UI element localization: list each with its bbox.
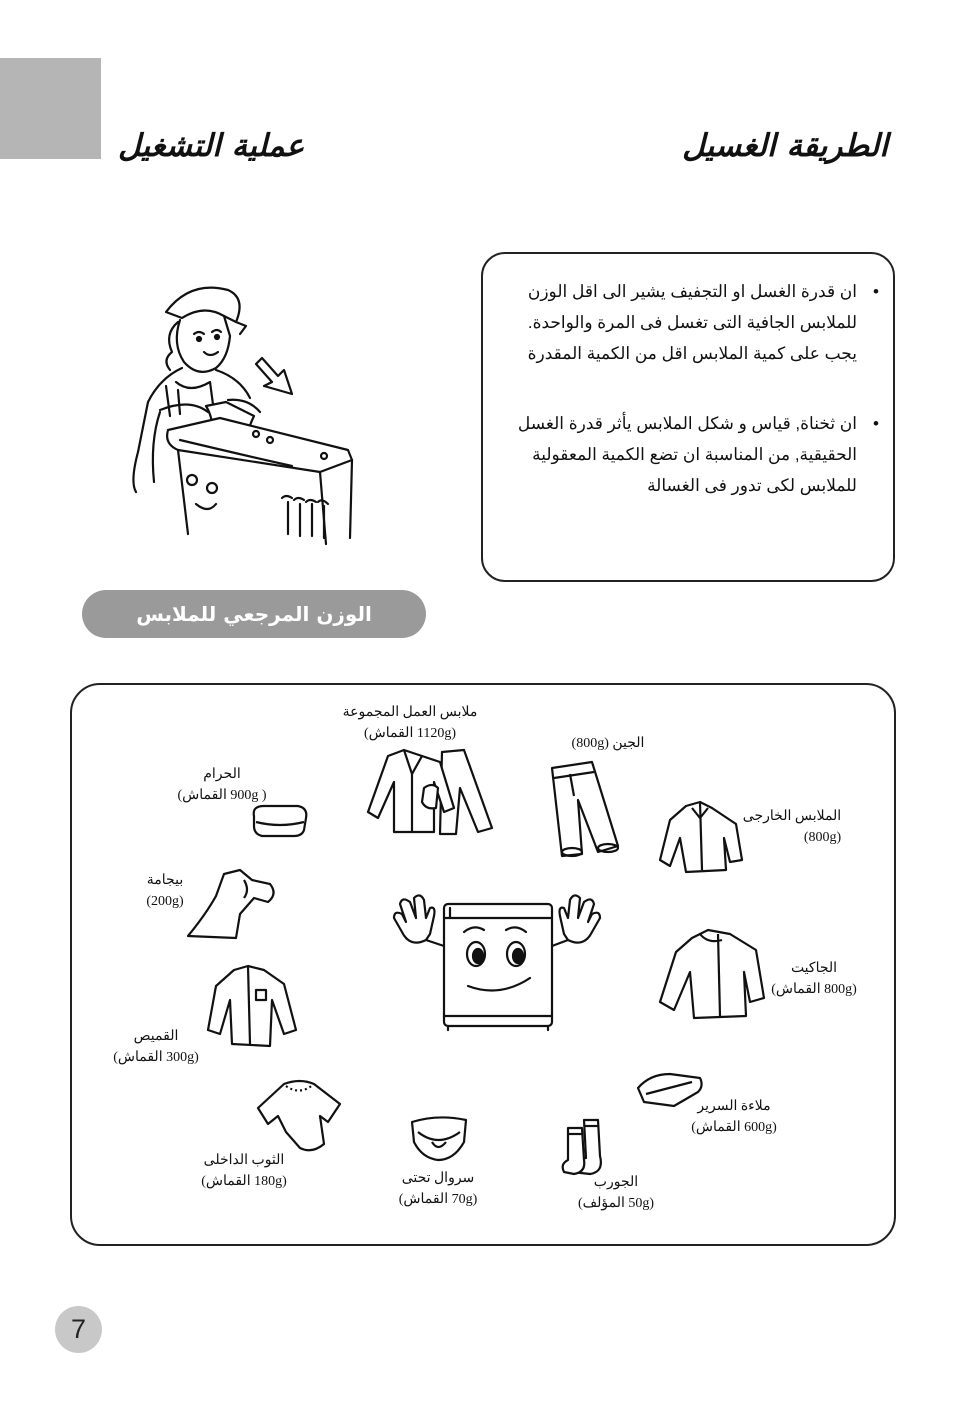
- outer-shirt-label: [743, 806, 841, 848]
- reference-weight-section-title: الوزن المرجعي للملابس: [82, 590, 426, 638]
- note-line: ان قدرة الغسل او التجفيف يشير الى اقل الوزن: [527, 282, 857, 301]
- pajama-illustration: [184, 868, 280, 942]
- socks-weight: (50g المؤلف): [577, 1196, 655, 1211]
- chapter-tab: [0, 58, 101, 159]
- capacity-note-1: [477, 276, 879, 369]
- jacket-label: [771, 958, 857, 1000]
- underwear-shirt-weight: (180g القماش): [201, 1174, 287, 1189]
- work-clothes-name: ملابس العمل المجموعة: [342, 705, 478, 720]
- bed-sheet-label: [691, 1096, 777, 1138]
- note-line: للملابس لكى تدور فى الغسالة: [647, 476, 857, 495]
- outer-shirt-illustration: [656, 800, 746, 874]
- blanket-label: [177, 764, 266, 806]
- pajama-name: بيجامة: [146, 873, 184, 888]
- blanket-illustration: [250, 802, 310, 840]
- work-clothes-set-illustration: [364, 748, 494, 838]
- capacity-notes-box: [481, 252, 895, 582]
- jacket-weight: (800g القماش): [771, 982, 857, 997]
- bed-sheet-weight: (600g القماش): [691, 1120, 777, 1135]
- bullet-icon: •: [873, 414, 879, 433]
- shirt-name: القميص: [133, 1029, 179, 1044]
- shirt-label: [113, 1026, 199, 1068]
- blanket-name: الحرام: [203, 767, 241, 782]
- capacity-note-2: [477, 408, 879, 501]
- briefs-name: سروال تحتى: [401, 1171, 475, 1186]
- jacket-illustration: [656, 928, 766, 1020]
- bed-sheet-name: ملاءة السرير: [697, 1099, 771, 1114]
- work-clothes-label: [343, 702, 478, 744]
- bullet-icon: •: [873, 282, 879, 301]
- shirt-illustration: [204, 964, 300, 1048]
- note-line: ان ثخناة, قياس و شكل الملابس يأثر قدرة الغسل: [517, 414, 857, 433]
- pajama-label: [146, 870, 183, 912]
- header-operation-title: عملية التشغيل: [118, 128, 305, 164]
- briefs-weight: (70g القماش): [398, 1192, 478, 1207]
- washer-mascot-illustration: [390, 888, 604, 1032]
- socks-label: [578, 1172, 654, 1214]
- jacket-name: الجاكيت: [790, 961, 838, 976]
- blanket-weight: ( 900g القماش): [177, 788, 267, 803]
- woman-loading-washer-illustration: [120, 282, 360, 544]
- underwear-shirt-illustration: [256, 1076, 344, 1154]
- briefs-label: [399, 1168, 478, 1210]
- socks-name: الجورب: [593, 1175, 639, 1190]
- note-line: الحقيقية, من المناسبة ان تضع الكمية المعقولية: [532, 445, 857, 464]
- outer-shirt-weight: (800g): [803, 830, 842, 845]
- jeans-label: [572, 733, 645, 754]
- jeans-illustration: [548, 760, 620, 858]
- pajama-weight: (200g): [146, 894, 184, 909]
- jeans-name-weight: (800g) الجين: [571, 736, 645, 751]
- outer-shirt-name: الملابس الخارجى: [742, 809, 842, 824]
- note-line: يجب على كمية الملابس اقل من الكمية المقدرة: [527, 344, 857, 363]
- shirt-weight: (300g القماش): [113, 1050, 199, 1065]
- underwear-shirt-name: الثوب الداخلى: [203, 1153, 285, 1168]
- header-washing-title: الطريقة الغسيل: [682, 128, 888, 164]
- underwear-shirt-label: [201, 1150, 287, 1192]
- briefs-illustration: [408, 1112, 470, 1164]
- socks-illustration: [558, 1116, 608, 1178]
- page-number: 7: [55, 1306, 102, 1353]
- note-line: للملابس الجافية التى تغسل فى المرة والواحدة.: [527, 313, 857, 332]
- work-clothes-weight: (1120g القماش): [363, 726, 456, 741]
